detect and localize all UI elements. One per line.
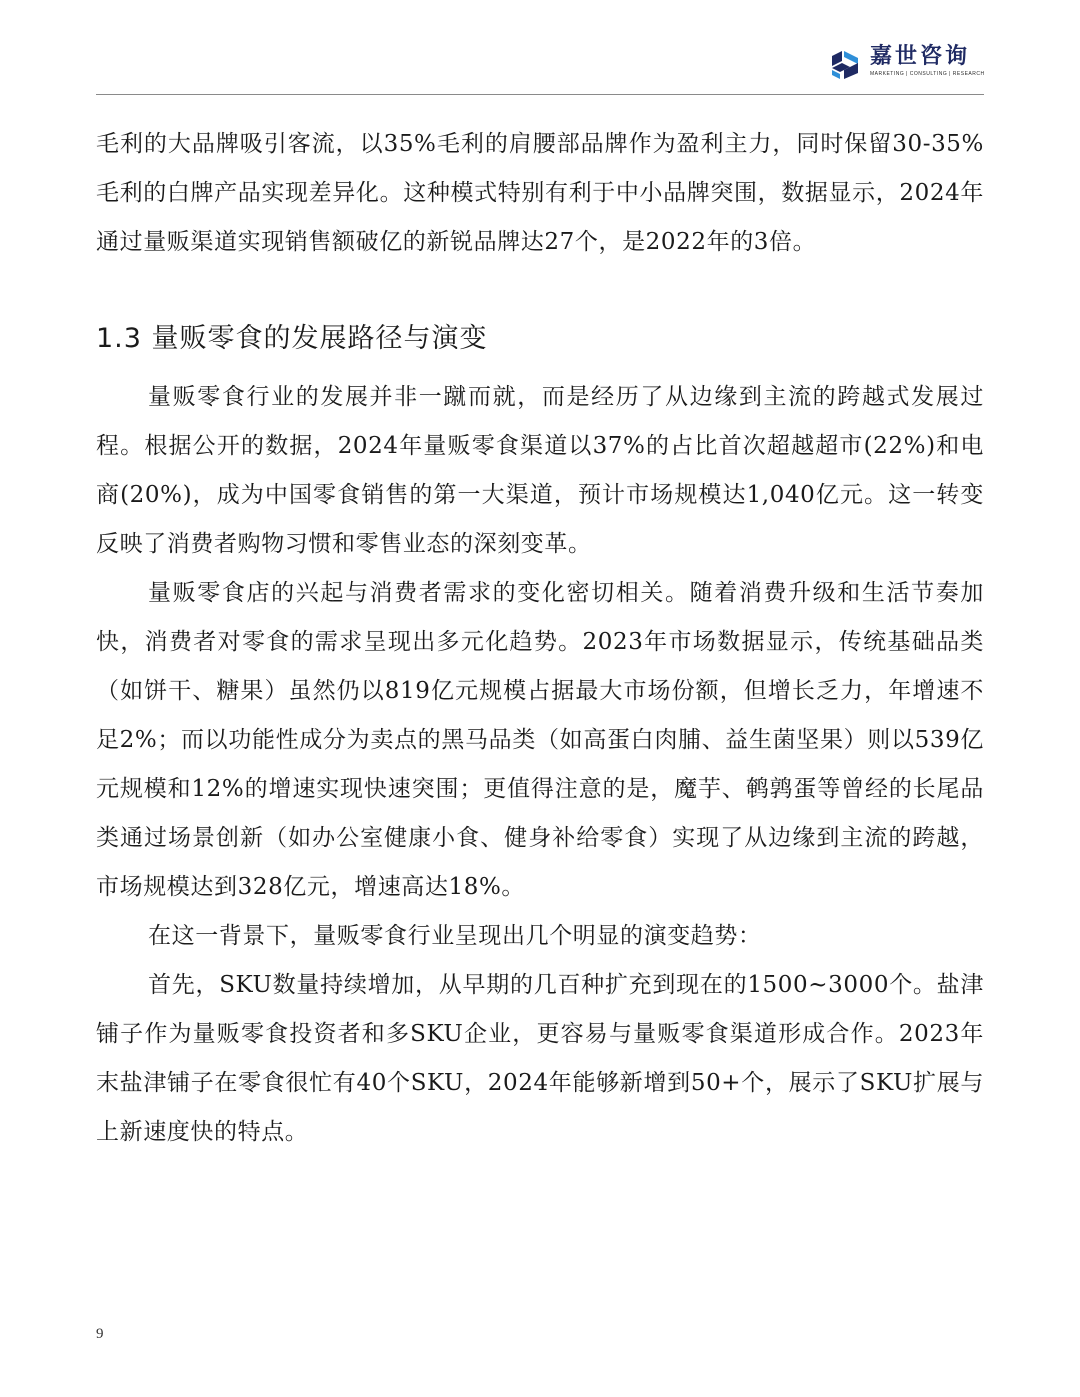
company-logo bbox=[828, 44, 985, 88]
intro-paragraph: 毛利的大品牌吸引客流，以35%毛利的肩腰部品牌作为盈利主力，同时保留30-35%毛利的白牌产品实现差异化。这种模式特别有利于中小品牌突围，数据显示，2024年通过量贩渠道实现销售额破亿的新锐品牌达27个，是2022年的3倍。 bbox=[96, 131, 984, 255]
body-paragraph: 在这一背景下，量贩零食行业呈现出几个明显的演变趋势： bbox=[148, 923, 762, 949]
page-header bbox=[0, 0, 1080, 100]
header-divider bbox=[96, 94, 984, 95]
company-logo-icon bbox=[828, 48, 862, 82]
logo-company-name: 嘉世咨询 bbox=[870, 44, 971, 69]
page-number: 9 bbox=[96, 1326, 104, 1342]
section-heading: 1.3 量贩零食的发展路径与演变 bbox=[96, 323, 488, 354]
body-paragraph: 首先，SKU数量持续增加，从早期的几百种扩充到现在的1500~3000个。盐津铺子作为量贩零食投资者和多SKU企业，更容易与量贩零食渠道形成合作。2023年末盐津铺子在零食很忙有40个SKU，2024年能够新增到50+个，展示了SKU扩展与上新速度快的特点。 bbox=[96, 972, 984, 1145]
logo-text bbox=[870, 44, 985, 78]
body-paragraph: 量贩零食店的兴起与消费者需求的变化密切相关。随着消费升级和生活节奏加快，消费者对零食的需求呈现出多元化趋势。2023年市场数据显示，传统基础品类（如饼干、糖果）虽然仍以819亿元规模占据最大市场份额，但增长乏力，年增速不足2%；而以功能性成分为卖点的黑马品类（如高蛋白肉脯、益生菌坚果）则以539亿元规模和12%的增速实现快速突围；更值得注意的是，魔芋、鹌鹑蛋等曾经的长尾品类通过场景创新（如办公室健康小食、健身补给零食）实现了从边缘到主流的跨越，市场规模达到328亿元，增速高达18%。 bbox=[96, 580, 984, 900]
body-paragraph: 量贩零食行业的发展并非一蹴而就，而是经历了从边缘到主流的跨越式发展过程。根据公开的数据，2024年量贩零食渠道以37%的占比首次超越超市(22%)和电商(20%)，成为中国零食销售的第一大渠道，预计市场规模达1,040亿元。这一转变反映了消费者购物习惯和零售业态的深刻变革。 bbox=[96, 384, 984, 557]
logo-tagline: MARKETING | CONSULTING | RESEARCH bbox=[870, 71, 985, 77]
page-body bbox=[96, 120, 984, 1157]
